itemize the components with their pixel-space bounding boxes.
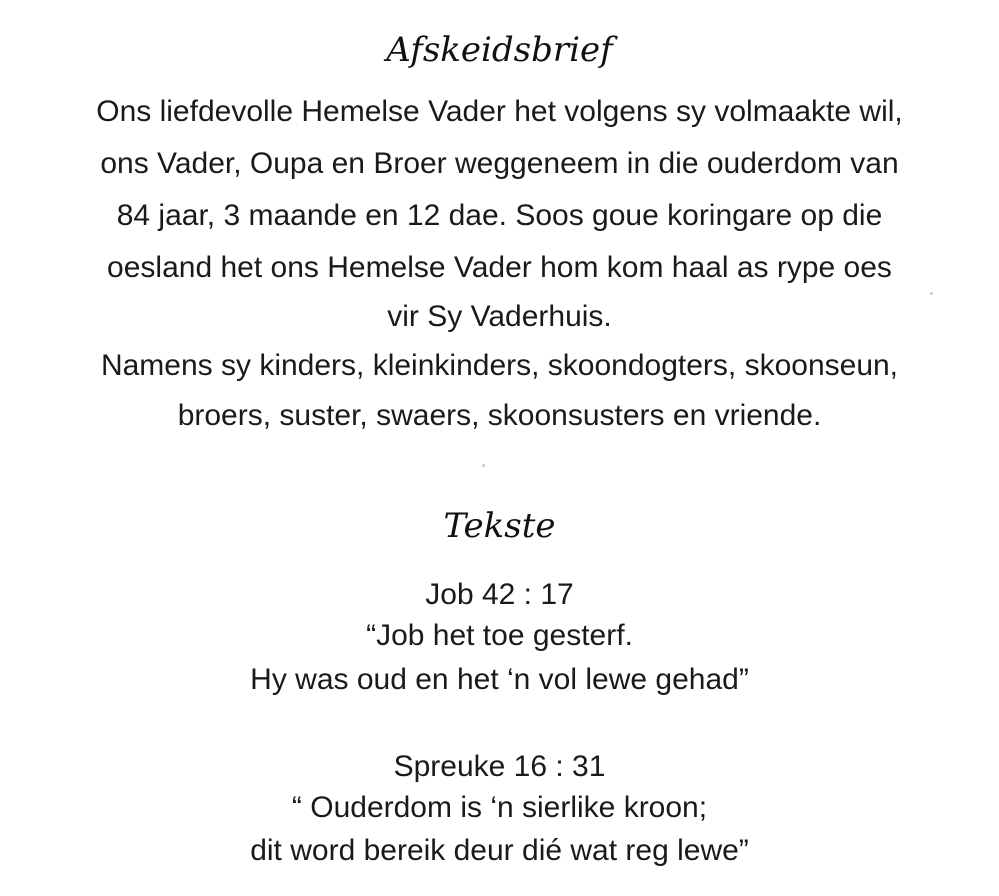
verse-line: dit word bereik deur dié wat reg lewe” <box>250 834 749 867</box>
texts-title: Tekste <box>443 506 556 546</box>
verse-line: “ Ouderdom is ‘n sierlike kroon; <box>291 791 708 824</box>
farewell-title: Afskeidsbrief <box>386 30 613 70</box>
scan-speck <box>482 464 485 467</box>
verse-line: “Job het toe gesterf. <box>366 619 633 652</box>
scan-speck <box>930 292 933 295</box>
verse-reference: Spreuke 16 : 31 <box>393 750 606 783</box>
farewell-line: vir Sy Vaderhuis. <box>387 300 612 333</box>
farewell-line: 84 jaar, 3 maande en 12 dae. Soos goue koringare op die <box>116 199 883 232</box>
farewell-line: Namens sy kinders, kleinkinders, skoondogters, skoonseun, <box>100 349 899 382</box>
verse-line: Hy was oud en het ‘n vol lewe gehad” <box>250 663 749 696</box>
farewell-line: Ons liefdevolle Hemelse Vader het volgens sy volmaakte wil, <box>96 95 903 128</box>
farewell-line: ons Vader, Oupa en Broer weggeneem in die ouderdom van <box>100 147 899 180</box>
verse-reference: Job 42 : 17 <box>425 578 574 611</box>
farewell-line: oesland het ons Hemelse Vader hom kom haal as rype oes <box>107 251 892 284</box>
farewell-line: broers, suster, swaers, skoonsusters en vriende. <box>177 399 822 432</box>
